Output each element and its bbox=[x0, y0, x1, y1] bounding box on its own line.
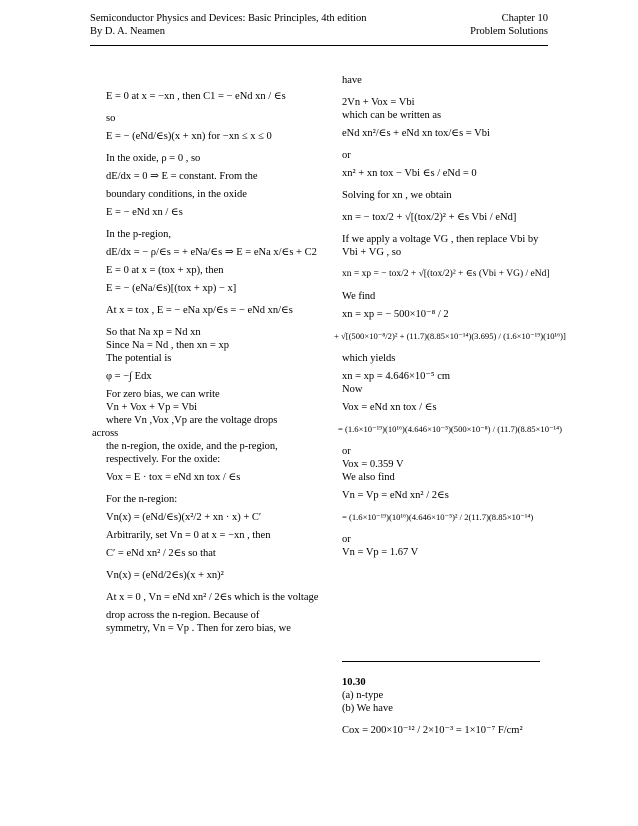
eq-vn-at-zero: At x = 0 , Vn = eNd xn² / 2∈s which is the voltage bbox=[106, 592, 319, 603]
text-for-oxide: respectively. For the oxide: bbox=[106, 454, 221, 465]
eq-e-pregion: E = − (eNa/∈s)[(tox + xp) − x] bbox=[106, 283, 237, 294]
problem-number: 10.30 bbox=[342, 677, 366, 688]
right-column bbox=[334, 58, 577, 559]
eq-e-nregion: E = − (eNd/∈s)(x + xn) for −xn ≤ x ≤ 0 bbox=[106, 131, 272, 142]
eq-xn-biased: xn = xp = − tox/2 + √[(tox/2)² + ∈s (Vbi + VG) / eNd] bbox=[342, 269, 550, 279]
text-across: across bbox=[92, 428, 119, 439]
text-symmetry: symmetry, Vn = Vp . Then for zero bias, we bbox=[106, 623, 291, 634]
eq-c-prime: C′ = eNd xn² / 2∈s so that bbox=[106, 548, 216, 559]
eq-vn-vp-def: Vn = Vp = eNd xn² / 2∈s bbox=[342, 490, 449, 501]
text-yields: which yields bbox=[342, 353, 396, 364]
eq-vox-numeric: = (1.6×10⁻¹⁹)(10¹⁶)(4.646×10⁻⁵)(500×10⁻⁸) / (11.7)(8.85×10⁻¹⁴) bbox=[338, 424, 562, 434]
eq-voltage-sum: Vn + Vox + Vp = Vbi bbox=[106, 402, 198, 413]
text-solving: Solving for xn , we obtain bbox=[342, 190, 452, 201]
text-where-drops: where Vn ,Vox ,Vp are the voltage drops bbox=[106, 415, 278, 426]
eq-bias-sum: 2Vn + Vox = Vbi bbox=[342, 97, 415, 108]
eq-written: eNd xn²/∈s + eNd xn tox/∈s = Vbi bbox=[342, 128, 490, 139]
part-b: (b) We have bbox=[342, 703, 393, 714]
eq-xn-numeric-a: xn = xp = − 500×10⁻⁸ / 2 bbox=[342, 309, 449, 320]
eq-vn-x: Vn(x) = (eNd/2∈s)(x + xn)² bbox=[106, 570, 224, 581]
eq-vn-vp-result: Vn = Vp = 1.67 V bbox=[342, 547, 419, 558]
text-or-2: or bbox=[342, 446, 351, 457]
book-title: Semiconductor Physics and Devices: Basic Principles, 4th edition bbox=[90, 13, 367, 24]
eq-e-oxide: E = − eNd xn / ∈s bbox=[106, 207, 183, 218]
text-apply-voltage: If we apply a voltage VG , then replace Vbi by bbox=[342, 234, 539, 245]
eq-vox-result: Vox = 0.359 V bbox=[342, 459, 404, 470]
text-oxide: In the oxide, ρ = 0 , so bbox=[106, 153, 201, 164]
eq-de-dx-p: dE/dx = − ρ/∈s = + eNa/∈s ⇒ E = eNa x/∈s + C2 bbox=[106, 247, 317, 258]
eq-vox: Vox = E · tox = eNd xn tox / ∈s bbox=[106, 472, 241, 483]
eq-cox: Cox = 200×10⁻¹² / 2×10⁻³ = 1×10⁻⁷ F/cm² bbox=[342, 725, 523, 736]
eq-at-tox: At x = tox , E = − eNa xp/∈s = − eNd xn/∈s bbox=[106, 305, 293, 316]
text-so: so bbox=[106, 113, 116, 124]
chapter-label: Chapter 10 bbox=[501, 13, 548, 24]
eq-e-boundary: E = 0 at x = −xn , then C1 = − eNd xn / ∈s bbox=[106, 91, 286, 102]
text-regions: the n-region, the oxide, and the p-region, bbox=[106, 441, 278, 452]
left-column bbox=[92, 58, 341, 635]
eq-vn-general: Vn(x) = (eNd/∈s)(x²/2 + xn · x) + C′ bbox=[106, 512, 262, 523]
text-written-as: which can be written as bbox=[342, 110, 442, 121]
header-rule bbox=[90, 45, 548, 46]
text-or-1: or bbox=[342, 150, 351, 161]
page-header bbox=[90, 12, 548, 38]
text-we-find: We find bbox=[342, 291, 376, 302]
eq-xn-result: xn = xp = 4.646×10⁻⁵ cm bbox=[342, 371, 451, 382]
text-replace: Vbi + VG , so bbox=[342, 247, 402, 258]
eq-vox-def: Vox = eNd xn tox / ∈s bbox=[342, 402, 437, 413]
author: By D. A. Neamen bbox=[90, 26, 165, 37]
eq-phi: φ = −∫ Edx bbox=[106, 371, 152, 382]
eq-vn-vp-numeric: = (1.6×10⁻¹⁹)(10¹⁶)(4.646×10⁻⁵)² / 2(11.7)(8.85×10⁻¹⁴) bbox=[342, 512, 534, 522]
text-nregion: For the n-region: bbox=[106, 494, 178, 505]
eq-xn-solution: xn = − tox/2 + √[(tox/2)² + ∈s Vbi / eNd] bbox=[342, 212, 517, 223]
eq-symmetric: Since Na = Nd , then xn = xp bbox=[106, 340, 229, 351]
text-potential: The potential is bbox=[106, 353, 172, 364]
text-have: have bbox=[342, 75, 362, 86]
text-arbitrary: Arbitrarily, set Vn = 0 at x = −xn , then bbox=[106, 530, 271, 541]
text-now: Now bbox=[342, 384, 363, 395]
eq-quadratic: xn² + xn tox − Vbi ∈s / eNd = 0 bbox=[342, 168, 477, 179]
text-or-3: or bbox=[342, 534, 351, 545]
text-drop-nregion: drop across the n-region. Because of bbox=[106, 610, 260, 621]
text-zero-bias: For zero bias, we can write bbox=[106, 389, 220, 400]
section-divider bbox=[342, 661, 540, 662]
eq-de-dx-zero: dE/dx = 0 ⇒ E = constant. From the bbox=[106, 171, 258, 182]
section-label: Problem Solutions bbox=[470, 26, 548, 37]
eq-charge-balance: So that Na xp = Nd xn bbox=[106, 327, 201, 338]
text-boundary: boundary conditions, in the oxide bbox=[106, 189, 247, 200]
eq-xn-numeric-b: + √[(500×10⁻⁸/2)² + (11.7)(8.85×10⁻¹⁴)(3.695) / (1.6×10⁻¹⁹)(10¹⁶)] bbox=[334, 331, 566, 341]
eq-e-zero-p: E = 0 at x = (tox + xp), then bbox=[106, 265, 224, 276]
part-a: (a) n-type bbox=[342, 690, 384, 701]
text-pregion: In the p-region, bbox=[106, 229, 172, 240]
text-also-find: We also find bbox=[342, 472, 395, 483]
problem-10-30 bbox=[342, 676, 577, 737]
